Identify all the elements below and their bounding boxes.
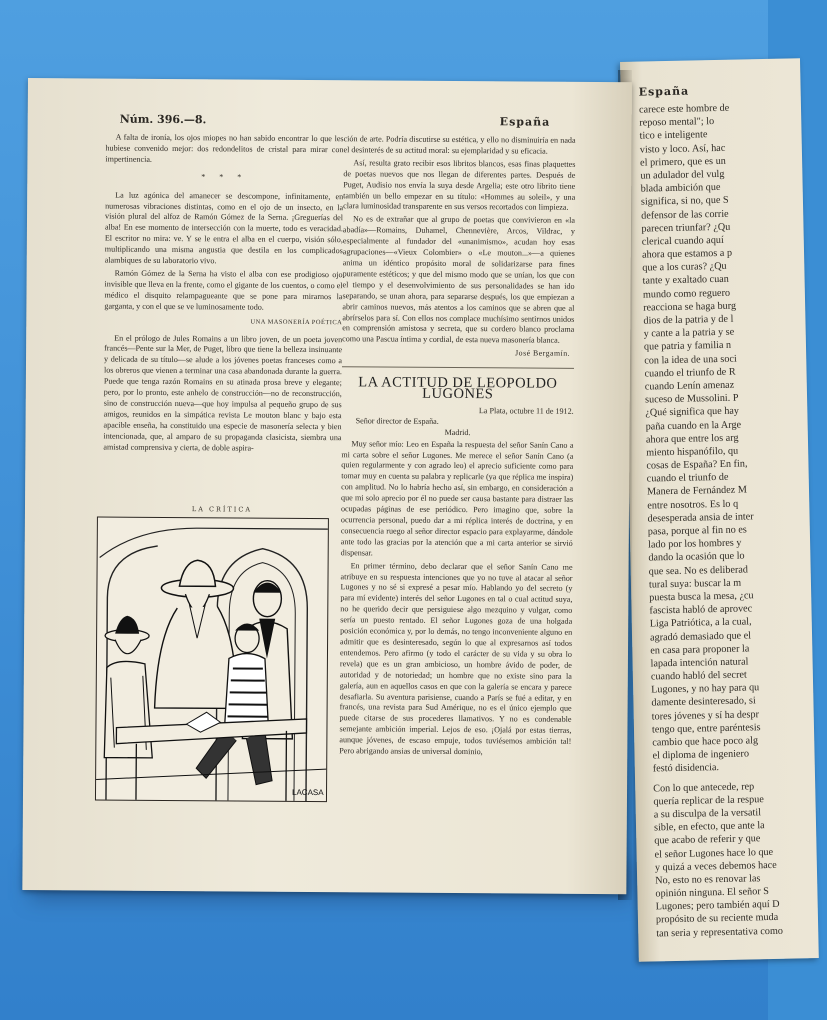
right-page-line: significa, si no, que S	[640, 195, 729, 208]
right-page-line: mundo como reguero	[642, 287, 731, 301]
right-page-line: Manera de Fernández M	[646, 484, 747, 498]
right-page-line: con la idea de una soci	[644, 353, 737, 367]
section-divider	[342, 366, 574, 369]
right-page-line: carece este hombre de	[638, 102, 730, 116]
right-page-line: propósito de su reciente muda	[655, 912, 779, 926]
right-page-line: tante y exaltado cuan	[642, 274, 729, 288]
paragraph: Ramón Gómez de la Serna ha visto el alba con ese prodigioso ojo invisible que lleva en la frente, como el gigante de los cuentos, o como el médico el disquito relampagueante que se pone para mirarnos la garganta, y con el que se ve luminosamente todo.	[104, 268, 343, 312]
right-page-line: que patria y familia n	[643, 340, 732, 353]
right-page-line: tores jóvenes y sí ha despr	[651, 708, 760, 723]
right-page-line: a su disculpa de la versatil	[653, 807, 762, 821]
right-page-header: España	[638, 84, 690, 99]
right-page-line: lapada intención natural	[650, 656, 749, 670]
author-signature: José Bergamín.	[515, 348, 571, 359]
right-page-line: puesta busca la mesa, ¿cu	[649, 590, 754, 604]
paragraph: No es de extrañar que al grupo de poetas que convivieron en «la abadía»—Romains, Duhamel, Chennevière, Arcos, Vildrac, y especialmente al fundador del «unanimismo», acudan hoy esas agrupaciones—«Vieux Colombier» o «Le mouton...»—a quienes anima un idéntico propósito moral de solidarizarse para fines puramente estéticos; y que del mismo modo que se unían, los que con el tiempo y el desenvolvimiento de sus personalidades se han ido separando, se unan ahora, para separarse después, los que empiezan a abrir caminos nuevos, más atentos a los caminos que se abren que al abrírselos para sí. Con ellos nos complace muchísimo sentirnos unidos en comprensión amistosa y secreta, que su cordero blanco proclama como una Pascua íntima y cordial, de esta nueva masonería blanca.	[342, 214, 576, 346]
right-page-line: sible, en efecto, que ante la	[653, 820, 765, 834]
paragraph: ción de arte. Podría discutirse su estética, y ello no disminuiría en nada el desinterés de su actitud moral: su ejemplaridad y su eficacia.	[343, 134, 576, 156]
section-heading: UNA MASONERÍA POÉTICA	[250, 318, 343, 326]
right-page-line: desesperada ansia de inter	[647, 511, 754, 525]
right-page-line: blada ambición que	[640, 182, 721, 195]
right-page-line: Con lo que antecede, rep	[653, 780, 755, 795]
section-separator: * * *	[201, 171, 248, 182]
right-page-line: el señor Lugones hace lo que	[654, 846, 774, 860]
right-page-line: que sea. No es deliberad	[648, 563, 749, 578]
letter-place: Madrid.	[444, 427, 471, 437]
right-page-line: paña cuando en la Arge	[645, 419, 742, 433]
right-column	[339, 134, 575, 761]
paragraph: En el prólogo de Jules Romains a un libro joven, de un poeta joven francés—Pente sur la Mer, de Puget, libro que tiene la belleza insinuante y delicada de su título—se alude a los jóvenes poetas franceses como a los obreros que vienen a terminar una casa abandonada durante la guerra. Puede que tenga razón Romains en su atinada prosa breve y elegante; pero, por lo pronto, este anhelo de construcción—no de reconstrucción, sino de construcción nueva—que hoy impulsa al pequeño grupo de sus amigos, reunidos en la simpática revista Le mouton blanc y bajo esta apacible enseña, ha constituido una especie de masonería selecta y bien intencionada, que, al amparo de su propaganda clasicista, siembra una amistad comprensiva y cierta, de doble aspira-	[103, 333, 343, 453]
right-page-line: Lugones; pero también aquí D	[655, 899, 780, 913]
right-page-line: entre nosotros. Es lo q	[647, 498, 739, 512]
right-page-line: ahora que entre los arg	[645, 432, 739, 446]
right-page-line: dios de la patria y de l	[643, 313, 734, 327]
paragraph: Muy señor mío: Leo en España la respuesta del señor Sanín Cano a mi carta sobre el señor Lugones. Me merece el señor Sanín Cano (a quien regularmente y con agrado leo) el aprecio suficiente como para tomar muy en cuenta su palabra y replicarle (ya que réplica me inspira) con amplitud. No lo habría hecho así, sin embargo, en consideración a que mi solo aprecio por él no puede ser causa bastante para distraer las ocupadas páginas de ese periódico. Pero imagino que, sobre la ocurrencia personal, puedo dar a mi réplica interés de doctrina, y en consecuencia ruego al señor director espacio para explayarme, dándole ante todo las gracias por la atención que a mi carta anterior se sirvió dispensar.	[340, 438, 574, 558]
right-page-line: que acabo de referir y que	[654, 833, 761, 847]
right-page-line: un adulador del vulg	[640, 168, 725, 182]
right-page-line: reacciona se haga burg	[643, 300, 737, 314]
right-page-line: en casa para proponer la	[650, 643, 750, 657]
right-page-line: tural suya: buscar la m	[648, 577, 742, 591]
right-page-line: el primero, que es un	[640, 155, 726, 169]
letter-addressee: Señor director de España.	[355, 416, 439, 426]
right-page-line: tengo que, entre paréntesis	[651, 722, 761, 736]
right-page-line: lado por los hombres y	[648, 537, 742, 551]
right-page-line: pasa, porque al fin no es	[647, 524, 747, 538]
right-page-line: cosas de España? En fin,	[646, 458, 748, 472]
right-page-line: tan seria y representativa como	[656, 925, 784, 940]
right-page-line: ahora que estamos a p	[641, 247, 733, 261]
paragraph: En primer término, debo declarar que el señor Sanín Cano me atribuye en su respuesta intenciones que yo no tuve al atacar al señor Lugones y no sé si expresé a pesar mío. Hablando yo del secreto (y para mí evidente) interés del señor Lugones en tal o cual actitud suya, no he querido decir que persiguiese algo mezquino y vulgar, como sería un puesto rentado. El señor Lugones goza de una holgada posición económica y, por lo demás, no tengo inconveniente alguno en admitir que es desinteresado, según lo que al expresarnos así todos entendemos. Pero afirmo (y todo el carácter de su vida y su obra lo revela) que es un gran ambicioso, un hombre ávido de poder, de autoridad y de notoriedad; un hombre que no existe sino para la galería, aun en aquellos casos en que con la galería se encara y parece desafiarla. Su aventura parisiense, cuando a París se fué a editar, y en francés, una revista para Sud Amérique, no es el único ejemplo que puede citarse de sus procederes llamativos. Y no es condenable semejante ambición imperial. Lejos de eso. ¡Ojalá por estas tierras, aunque jóvenes, de escaso empuje, todos tuviésemos ambición tal! Pero abrigando ansias de universal dominio,	[339, 560, 573, 757]
left-column	[103, 133, 343, 457]
right-page-line: suceso de Mussolini. P	[644, 392, 739, 406]
right-page-line: Liga Patriótica, a la cual,	[649, 616, 752, 630]
right-page-line: festó disidencia.	[652, 762, 720, 775]
right-page-line: cuando Lenín amenaz	[644, 379, 735, 393]
cartoon-illustration	[95, 516, 329, 802]
left-page	[22, 78, 632, 894]
paragraph: La luz agónica del amanecer se descompone, infinitamente, en numerosas vibraciones distintas, como en el ojo de un insecto, en la visión plural del alfoz de Ramón Gómez de la Serna. ¡Greguerías del alba! En ese momento de intersección con la muerte, todo es veracidad. El escritor no mira: ve. Y se le entra el alba en el cuerpo, visión sólo, multiplicando una misma angustia que destila en los complicados alambiques de su laboratorio vivo.	[104, 190, 344, 266]
right-page-line: agradó demasiado que el	[649, 629, 752, 643]
right-page-line: tico e inteligente	[639, 129, 708, 142]
right-page	[620, 58, 819, 962]
right-page-text	[639, 100, 826, 940]
right-page-line: cuando el triunfo de	[646, 472, 729, 485]
cartoon-caption: LA CRÍTICA	[191, 505, 253, 514]
right-page-line: que a los curas? ¿Qu	[642, 261, 727, 274]
right-page-line: clerical cuando aquí	[641, 234, 724, 248]
artist-signature: LACASA	[291, 787, 324, 798]
right-page-line: cuando el triunfo de R	[644, 366, 736, 380]
paragraph: A falta de ironía, los ojos miopes no han sabido encontrar lo que les hubiese convenido mejor: dos redondelitos de cristal para mirar con impertinencia.	[105, 132, 344, 164]
paragraph: Así, resulta grato recibir esos libritos blancos, esas finas plaquettes de poetas nuevos que nos llegan de diferentes partes. Después de Puget, Audisio nos envía la suya desde Argelia; este otro librito tiene también un bello empezar en su título: «Hommes au soleil», y una clara luminosidad transparente en sus versos recortados con limpieza.	[343, 158, 576, 213]
letter-dateline: La Plata, octubre 11 de 1912.	[478, 406, 574, 416]
right-page-line: damente desinteresado, si	[651, 695, 756, 709]
right-page-line: Lugones, y no hay para qu	[651, 682, 760, 696]
article-title: LA ACTITUD DE LEOPOLDO LUGONES	[358, 374, 558, 403]
right-page-line: parecen triunfar? ¿Qu	[641, 221, 731, 235]
right-page-line: cambio que hace poco alg	[652, 735, 759, 749]
issue-number: Núm. 396.—8.	[119, 112, 207, 127]
right-page-line: ¿Qué significa que hay	[645, 405, 740, 419]
right-page-line: No, esto no es renovar las	[655, 873, 761, 887]
right-page-line: miento hispanófilo, qu	[646, 445, 739, 459]
right-page-line: dando la ocasión que lo	[648, 550, 745, 564]
right-page-line: visto y loco. Así, hac	[639, 142, 726, 156]
magazine-title: España	[499, 115, 551, 129]
right-page-line: y cante a la patria y se	[643, 326, 735, 340]
right-page-line: el diploma de ingeniero	[652, 748, 750, 762]
right-page-line: fascista habló de aprovec	[649, 603, 753, 617]
right-page-line: opinión ninguna. El señor S	[655, 886, 770, 900]
right-page-line: cuando habló del secret	[650, 669, 747, 683]
cartoon-drawing	[96, 517, 328, 801]
right-page-line: reposo mental"; lo	[639, 116, 715, 129]
right-page-line: quería replicar de la respue	[653, 793, 764, 808]
right-page-line: y quizá a veces debemos hace	[654, 859, 777, 874]
right-page-line: defensor de las corrie	[641, 208, 729, 222]
